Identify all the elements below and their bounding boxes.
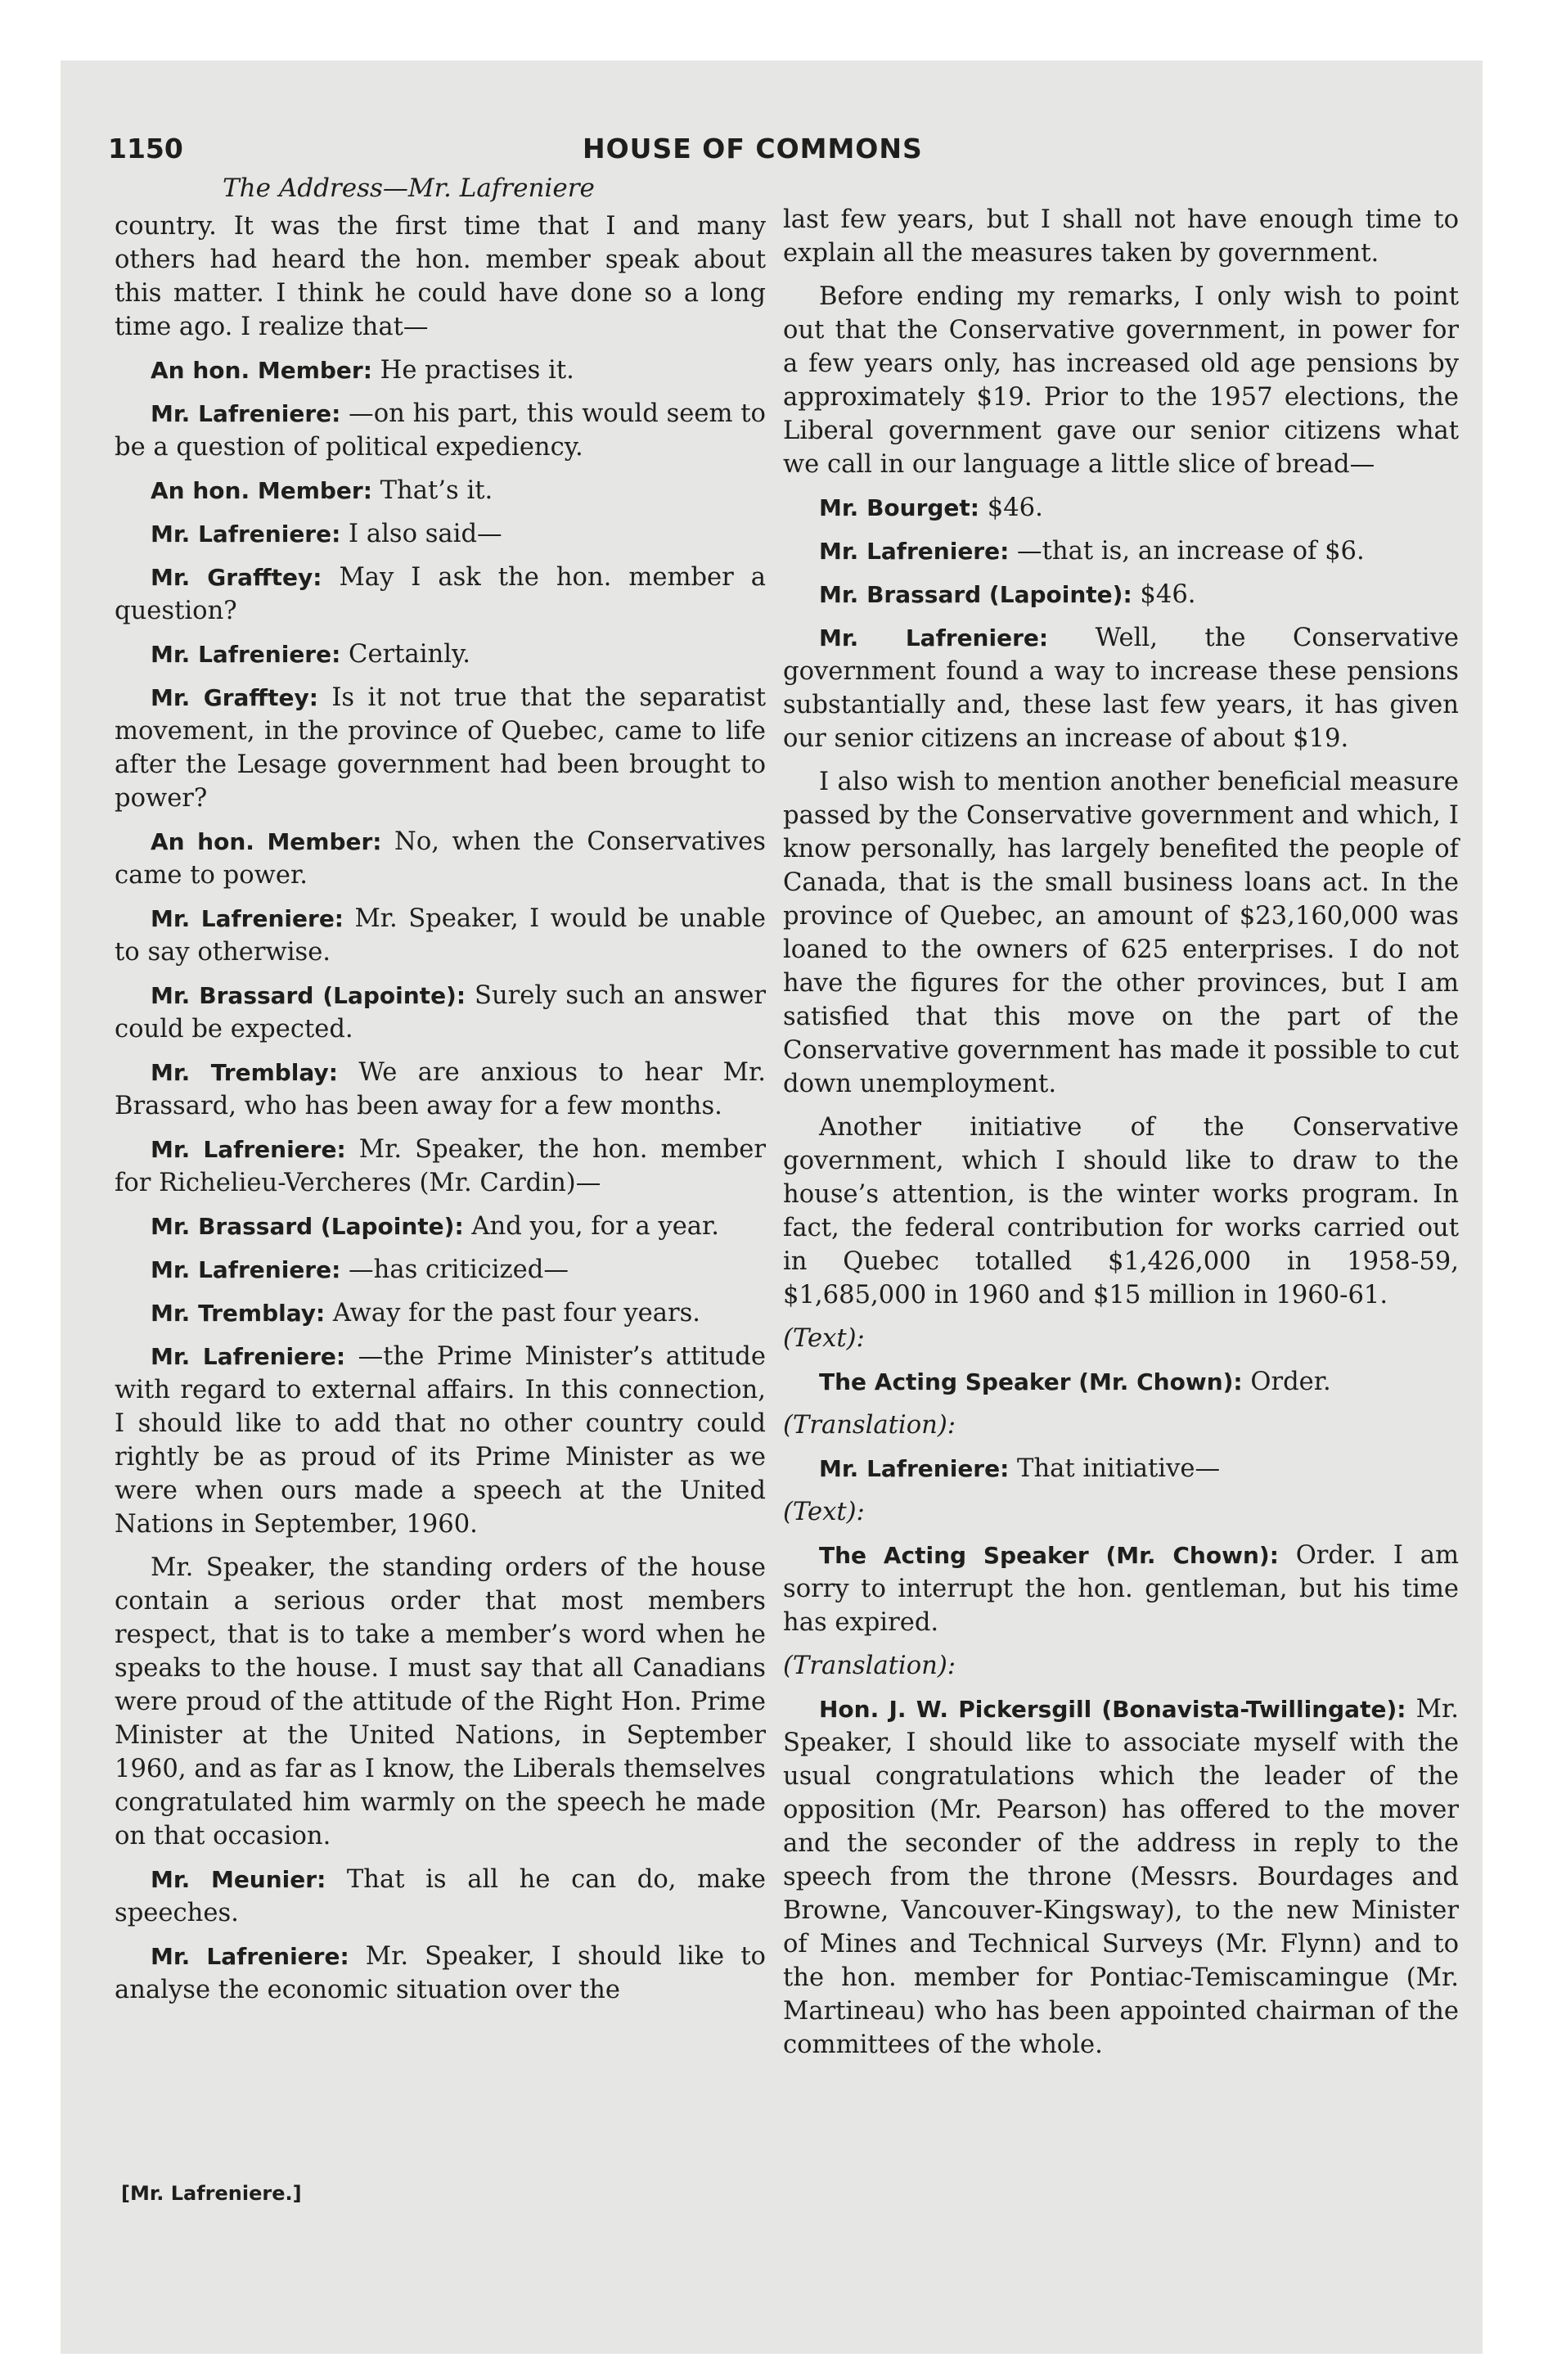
paragraph-text: Surely such an answer could be expected. (115, 981, 766, 1044)
paragraph (783, 280, 1459, 481)
page-title: HOUSE OF COMMONS (583, 133, 923, 165)
paragraph-text: Is it not true that the separatist movement, in the province of Quebec, came to life after the Lesage government had been brought to power? (115, 683, 766, 813)
speaker-name: Mr. Tremblay: (151, 1300, 326, 1327)
paragraph (115, 1340, 766, 1541)
paragraph-text: May I ask the hon. member a question? (115, 563, 766, 625)
speaker-name: Mr. Lafreniere: (151, 1943, 349, 1970)
speaker-name: Mr. Lafreniere: (151, 1136, 346, 1163)
paragraph-text: Mr. Speaker, the standing orders of the house contain a serious order that most members respect, that is to take a member’s word when he speaks to the house. I must say that all Canadians were proud of the attitude of the Right Hon. Prime Minister at the United Nations, in September 1960, and as far as I know, the Liberals themselves congratulated him warmly on the speech he made on that occasion. (115, 1553, 766, 1850)
paragraph-text: Mr. Speaker, I should like to analyse the economic situation over the (115, 1942, 766, 2004)
speaker-name: Mr. Lafreniere: (151, 1256, 341, 1283)
speaker-name: Hon. J. W. Pickersgill (Bonavista-Twillingate): (819, 1696, 1406, 1723)
paragraph (115, 1133, 766, 1200)
speaker-name: Mr. Grafftey: (151, 564, 322, 591)
speaker-name: Mr. Tremblay: (151, 1059, 338, 1086)
paragraph (115, 561, 766, 628)
speaker-name: Mr. Lafreniere: (151, 400, 341, 427)
paragraph-text: No, when the Conservatives came to power. (115, 827, 766, 890)
paragraph (115, 517, 766, 551)
paragraph (115, 1056, 766, 1123)
paragraph (115, 902, 766, 969)
paragraph (115, 1863, 766, 1930)
paragraph (783, 578, 1459, 611)
speaker-name: Mr. Lafreniere: (151, 1343, 346, 1370)
speaker-name: The Acting Speaker (Mr. Chown): (819, 1368, 1243, 1395)
speaker-name: Mr. Lafreniere: (151, 521, 341, 548)
language-marker: (Text): (783, 1324, 865, 1353)
paragraph-text: last few years, but I shall not have enough time to explain all the measures taken by government. (783, 205, 1459, 268)
speaker-name: Mr. Lafreniere: (819, 538, 1010, 565)
paragraph-text: $46. (1140, 580, 1196, 609)
paragraph (115, 638, 766, 671)
running-head: The Address—Mr. Lafreniere (223, 174, 595, 203)
paragraph-text: Well, the Conservative government found a way to increase these pensions substantially and, these last few years, it has given our senior citizens an increase of about $19. (783, 624, 1459, 753)
paragraph-text: I also wish to mention another beneficial measure passed by the Conservative government and which, I know personally, has largely benefited the people of Canada, that is the small business loans act. In the province of Quebec, an amount of $23,160,000 was loaned to the owners of 625 enterprises. I do not have the figures for the other provinces, but I am satisfied that this move on the part of the Conservative government has made it possible to cut down unemployment. (783, 768, 1459, 1098)
paragraph (115, 1296, 766, 1330)
paragraph-text: Certainly. (349, 640, 470, 669)
paragraph-text: Another initiative of the Conservative government, which I should like to draw to the house’s attention, is the winter works program. In fact, the federal contribution for works carried out in Quebec totalled $1,426,000 in 1958-59, $1,685,000 in 1960 and $15 million in 1960-61. (783, 1113, 1459, 1309)
paragraph (115, 1253, 766, 1287)
speaker-name: Mr. Brassard (Lapointe): (819, 581, 1132, 608)
paragraph (783, 1111, 1459, 1312)
paragraph (783, 1693, 1459, 2062)
footer-speaker: [Mr. Lafreniere.] (121, 2182, 302, 2205)
speaker-name: An hon. Member: (151, 357, 372, 384)
paragraph-text: That is all he can do, make speeches. (115, 1865, 766, 1927)
speaker-name: Mr. Bourget: (819, 494, 979, 521)
paragraph (115, 354, 766, 387)
language-marker: (Translation): (783, 1652, 956, 1680)
paragraph-text: Mr. Speaker, I should like to associate myself with the usual congratulations which the leader of the opposition (Mr. Pearson) has offered to the mover and the seconder of the address in reply to the speech from the throne (Messrs. Bourdages and Browne, Vancouver-Kingsway), to the new Minister of Mines and Technical Surveys (Mr. Flynn) and to the hon. member for Pontiac-Temiscamingue (Mr. Martineau) who has been appointed chairman of the committees of the whole. (783, 1695, 1459, 2059)
paragraph (115, 397, 766, 464)
paragraph-text: $46. (987, 494, 1043, 522)
paragraph (115, 1210, 766, 1243)
paragraph-text: I also said— (349, 520, 502, 548)
speaker-name: Mr. Lafreniere: (819, 1455, 1010, 1482)
page-number: 1150 (108, 133, 183, 165)
paragraph-text: Mr. Speaker, I would be unable to say otherwise. (115, 904, 766, 967)
paragraph (115, 210, 766, 344)
left-column (115, 210, 766, 2017)
paragraph-text: Order. (1250, 1368, 1331, 1396)
paragraph-text: We are anxious to hear Mr. Brassard, who has been away for a few months. (115, 1058, 766, 1120)
paragraph (115, 1940, 766, 2007)
paragraph-text: And you, for a year. (471, 1212, 720, 1241)
speaker-name: Mr. Meunier: (151, 1866, 326, 1893)
paragraph (783, 621, 1459, 755)
paragraph (783, 765, 1459, 1101)
paragraph-text: He practises it. (380, 356, 574, 385)
paragraph (783, 534, 1459, 568)
paragraph-text: —has criticized— (349, 1255, 569, 1284)
paragraph (115, 979, 766, 1046)
paragraph-text: —on his part, this would seem to be a question of political expediency. (115, 399, 766, 462)
speaker-name: An hon. Member: (151, 828, 382, 855)
paragraph-text: Mr. Speaker, the hon. member for Richelieu-Vercheres (Mr. Cardin)— (115, 1135, 766, 1197)
paragraph (115, 474, 766, 507)
paragraph (783, 1539, 1459, 1639)
paragraph (115, 681, 766, 815)
paragraph-text: Away for the past four years. (332, 1299, 701, 1327)
paragraph (783, 1365, 1459, 1399)
speaker-name: An hon. Member: (151, 477, 372, 504)
speaker-name: The Acting Speaker (Mr. Chown): (819, 1542, 1279, 1569)
speaker-name: Mr. Brassard (Lapointe): (151, 982, 466, 1009)
speaker-name: Mr. Lafreniere: (151, 905, 344, 932)
speaker-name: Mr. Brassard (Lapointe): (151, 1213, 464, 1240)
paragraph-text: Before ending my remarks, I only wish to point out that the Conservative government, in power for a few years only, has increased old age pensions by approximately $19. Prior to the 1957 elections, the Liberal government gave our senior citizens what we call in our language a little slice of bread— (783, 282, 1459, 479)
paragraph-text: That’s it. (380, 476, 493, 505)
speaker-name: Mr. Lafreniere: (151, 641, 341, 668)
paragraph (783, 491, 1459, 525)
speaker-name: Mr. Grafftey: (151, 684, 318, 711)
paragraph (783, 203, 1459, 270)
paragraph (115, 825, 766, 892)
paragraph-text: That initiative— (1017, 1454, 1221, 1483)
paragraph-text: Order. I am sorry to interrupt the hon. gentleman, but his time has expired. (783, 1541, 1459, 1637)
paragraph-text: —the Prime Minister’s attitude with regard to external affairs. In this connection, I should like to add that no other country could rightly be as proud of its Prime Minister as we were when ours made a speech at the United Nations in September, 1960. (115, 1342, 766, 1539)
paragraph-text: country. It was the first time that I and many others had heard the hon. member speak about this matter. I think he could have done so a long time ago. I realize that— (115, 212, 766, 341)
language-marker: (Text): (783, 1498, 865, 1526)
speaker-name: Mr. Lafreniere: (819, 624, 1049, 651)
paragraph (115, 1551, 766, 1853)
paragraph-text: —that is, an increase of $6. (1017, 537, 1365, 566)
paragraph (783, 1452, 1459, 1485)
language-marker: (Translation): (783, 1411, 956, 1440)
right-column (783, 203, 1459, 2071)
